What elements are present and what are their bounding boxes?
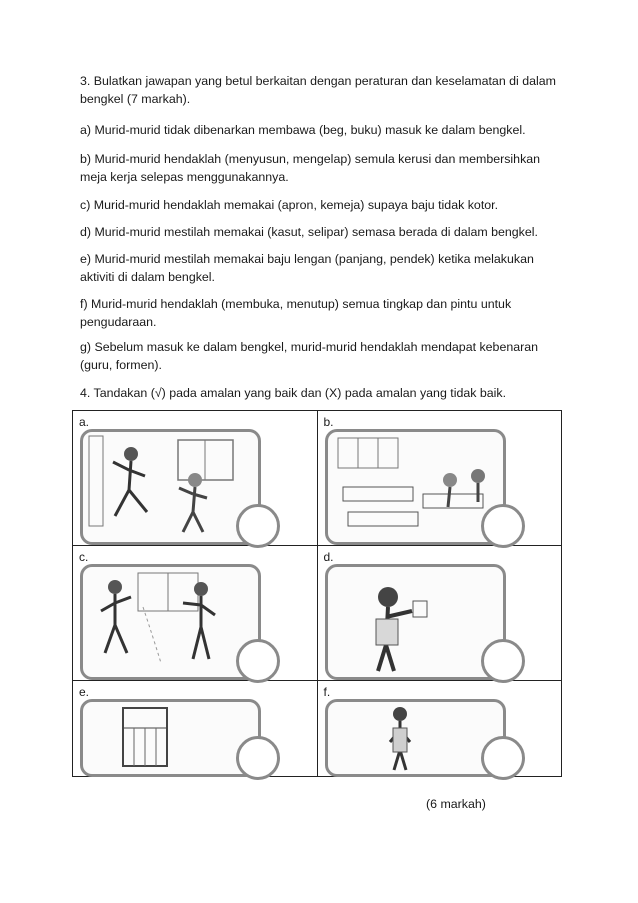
question-3-item-e: e) Murid-murid mestilah memakai baju lengan (panjang, pendek) ketika melakukan aktiviti di dalam bengkel. [80, 252, 534, 284]
cell-label-c: c. [79, 550, 89, 564]
answer-circle-f[interactable] [481, 736, 525, 780]
grid-cell-d [317, 546, 562, 681]
answer-circle-d[interactable] [481, 639, 525, 683]
grid-cell-b [317, 411, 562, 546]
cell-label-a: a. [79, 415, 90, 429]
cell-label-b: b. [323, 415, 334, 429]
cell-label-f: f. [323, 685, 331, 699]
switch-student-illustration [325, 564, 506, 680]
answer-circle-a[interactable] [236, 504, 280, 548]
question-3-item-a: a) Murid-murid tidak dibenarkan membawa (beg, buku) masuk ke dalam bengkel. [80, 123, 526, 137]
question-3-title: 3. Bulatkan jawapan yang betul berkaitan dengan peraturan dan keselamatan di dalam bengkel (7 markah). [80, 74, 556, 106]
answer-circle-c[interactable] [236, 639, 280, 683]
cell-label-d: d. [323, 550, 334, 564]
throwing-students-illustration [80, 564, 261, 680]
question-4-title: 4. Tandakan (√) pada amalan yang baik dan (X) pada amalan yang tidak baik. [80, 386, 507, 400]
question-4-marks: (6 markah) [426, 797, 486, 811]
question-3-item-b: b) Murid-murid hendaklah (menyusun, mengelap) semula kerusi dan membersihkan meja kerja selepas menggunakannya. [80, 152, 541, 184]
answer-circle-e[interactable] [236, 736, 280, 780]
answer-circle-b[interactable] [481, 504, 525, 548]
apron-student-illustration [325, 699, 506, 777]
running-students-illustration [80, 429, 261, 545]
workshop-classroom-illustration [325, 429, 506, 545]
question-3-item-g: g) Sebelum masuk ke dalam bengkel, murid-murid hendaklah mendapat kebenaran (guru, formen). [80, 340, 539, 372]
practice-grid [72, 410, 562, 777]
question-3-item-d: d) Murid-murid mestilah memakai (kasut, selipar) semasa berada di dalam bengkel. [80, 225, 538, 239]
grid-cell-e [73, 681, 318, 777]
grid-cell-c [73, 546, 318, 681]
question-3-item-f: f) Murid-murid hendaklah (membuka, menutup) semua tingkap dan pintu untuk pengudaraan. [80, 297, 512, 329]
question-3-item-c: c) Murid-murid hendaklah memakai (apron, kemeja) supaya baju tidak kotor. [80, 198, 499, 212]
grid-cell-a [73, 411, 318, 546]
tool-rack-illustration [80, 699, 261, 777]
grid-cell-f [317, 681, 562, 777]
cell-label-e: e. [79, 685, 90, 699]
